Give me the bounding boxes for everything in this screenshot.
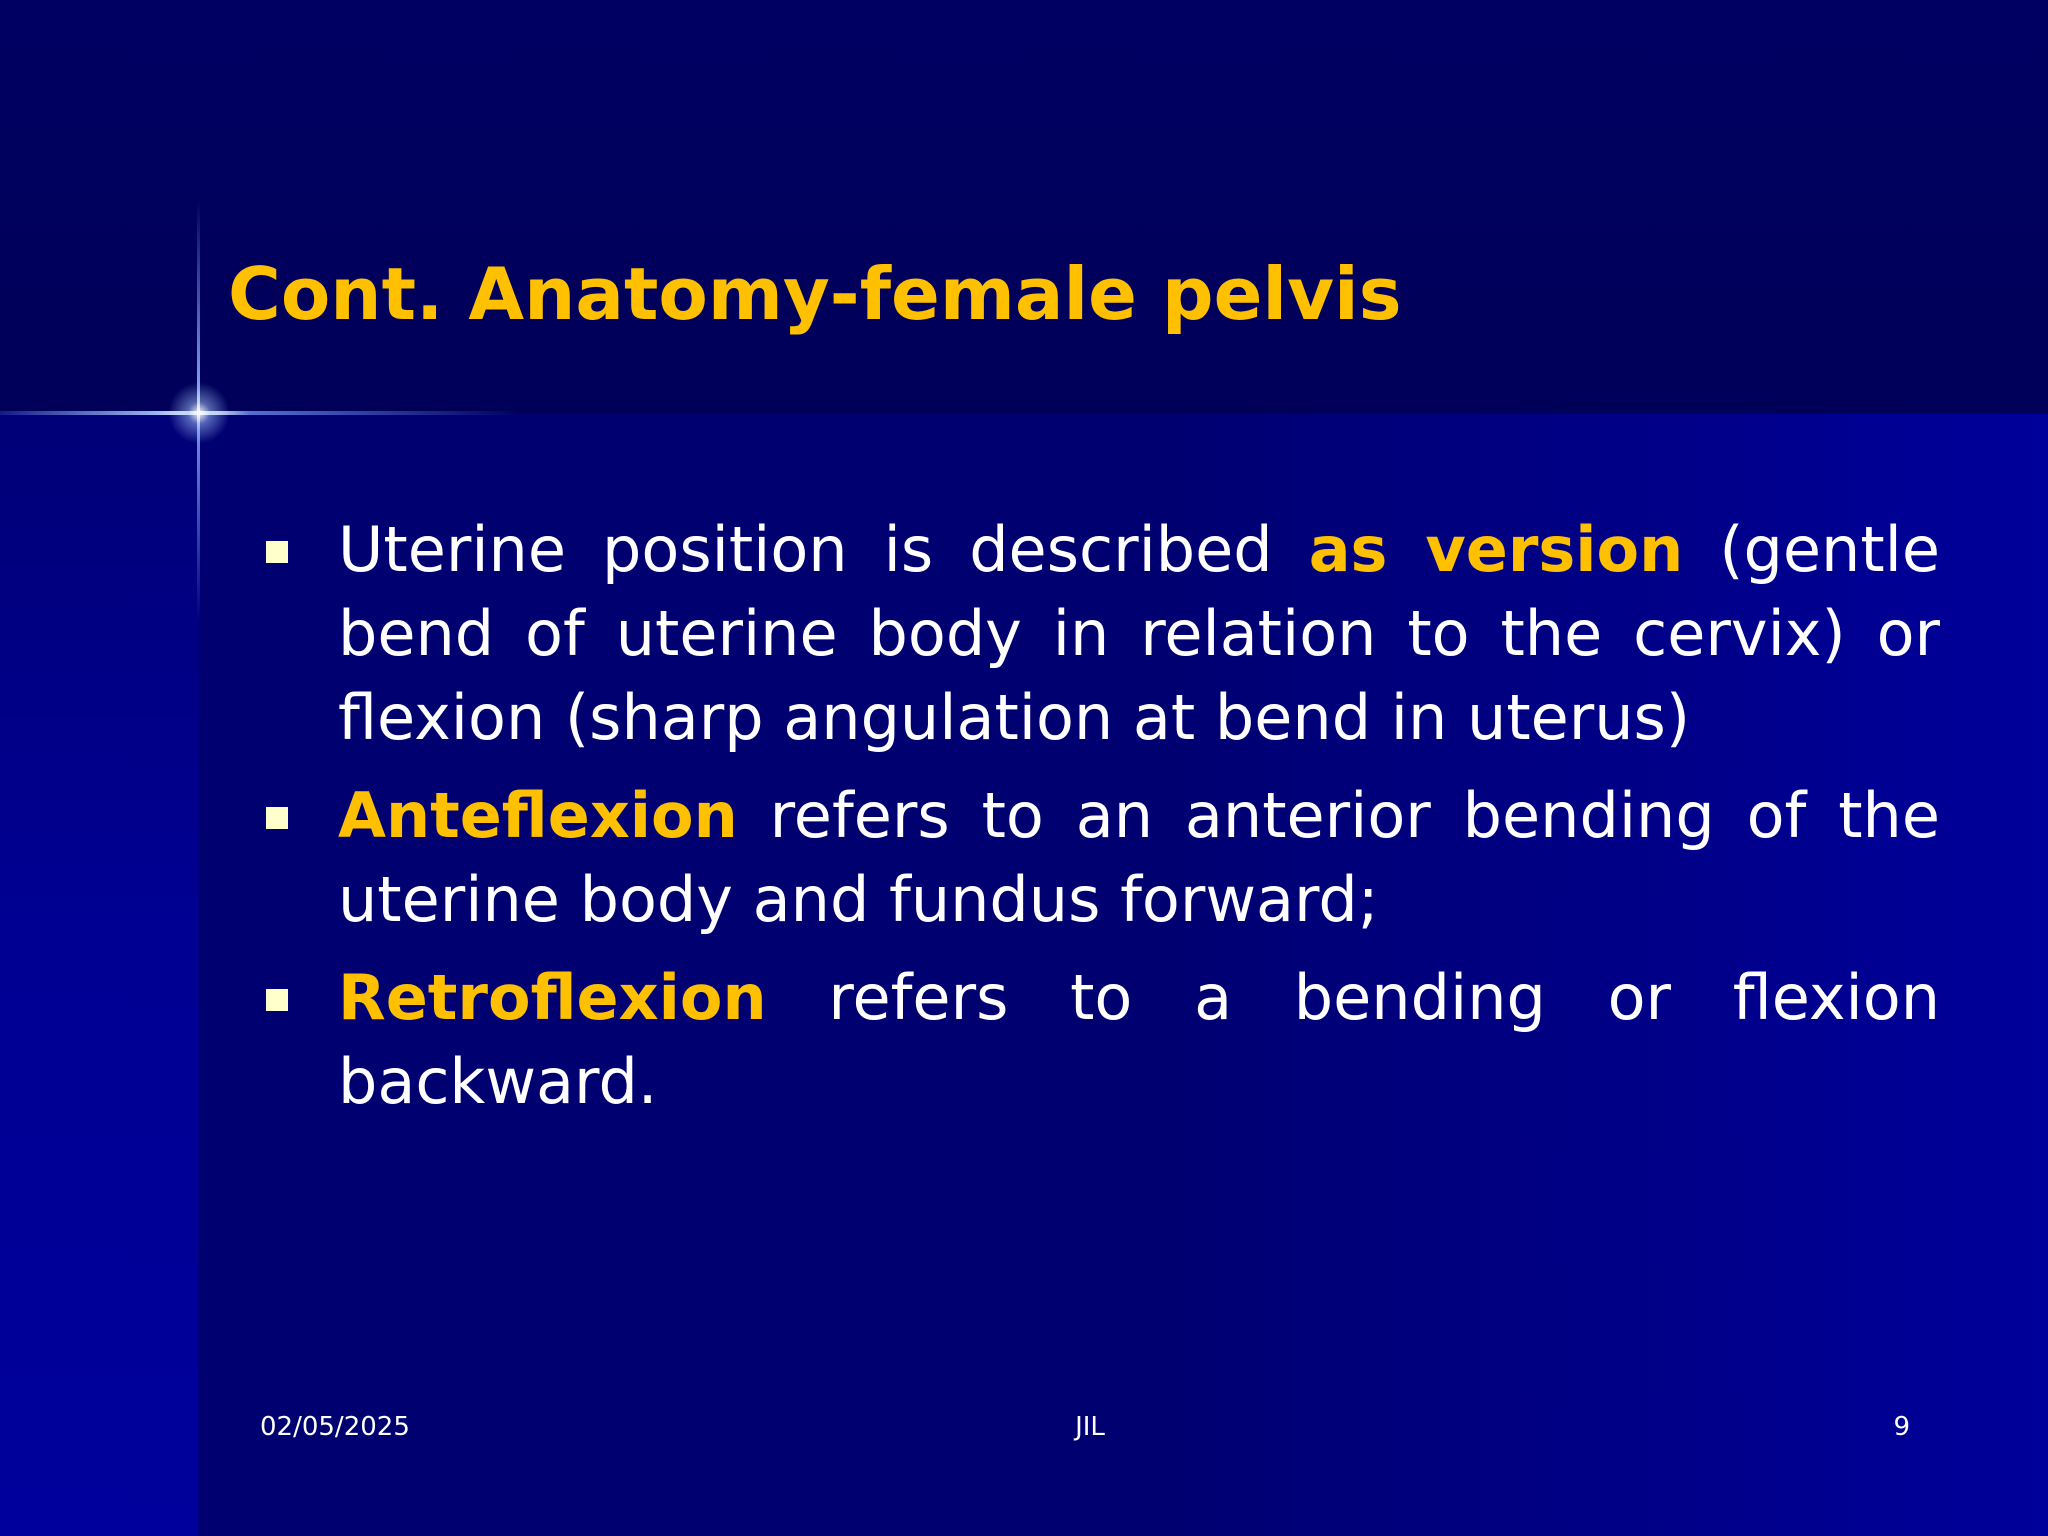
highlight-term-version: as version (1308, 513, 1684, 586)
slide-number: 9 (1893, 1412, 1910, 1442)
bullet-list (260, 508, 1940, 1138)
bullet-text: refers to a bending or flexion backward. (338, 961, 1940, 1118)
footer-author: JIL (1075, 1412, 1105, 1442)
square-bullet-icon (266, 989, 288, 1011)
square-bullet-icon (266, 541, 288, 563)
bullet-item-anteflexion (260, 774, 1940, 942)
bullet-text: refers to an anterior bending of the uterine body and fundus forward; (338, 779, 1940, 936)
bullet-item-version (260, 508, 1940, 760)
decorative-sparkle-glow (168, 382, 230, 444)
square-bullet-icon (266, 807, 288, 829)
slide-title: Cont. Anatomy-female pelvis (228, 252, 1402, 336)
highlight-term-retroflexion: Retroflexion (338, 961, 767, 1034)
decorative-horizontal-light-line (0, 411, 520, 415)
footer-date: 02/05/2025 (260, 1412, 410, 1442)
bullet-text: (gentle bend of uterine body in relation to the cervix) or flexion (sharp angulation at bend in uterus) (338, 513, 1940, 754)
bullet-item-retroflexion (260, 956, 1940, 1124)
bullet-text: Uterine position is described (338, 513, 1309, 586)
title-background-band (0, 0, 2048, 414)
highlight-term-anteflexion: Anteflexion (338, 779, 738, 852)
